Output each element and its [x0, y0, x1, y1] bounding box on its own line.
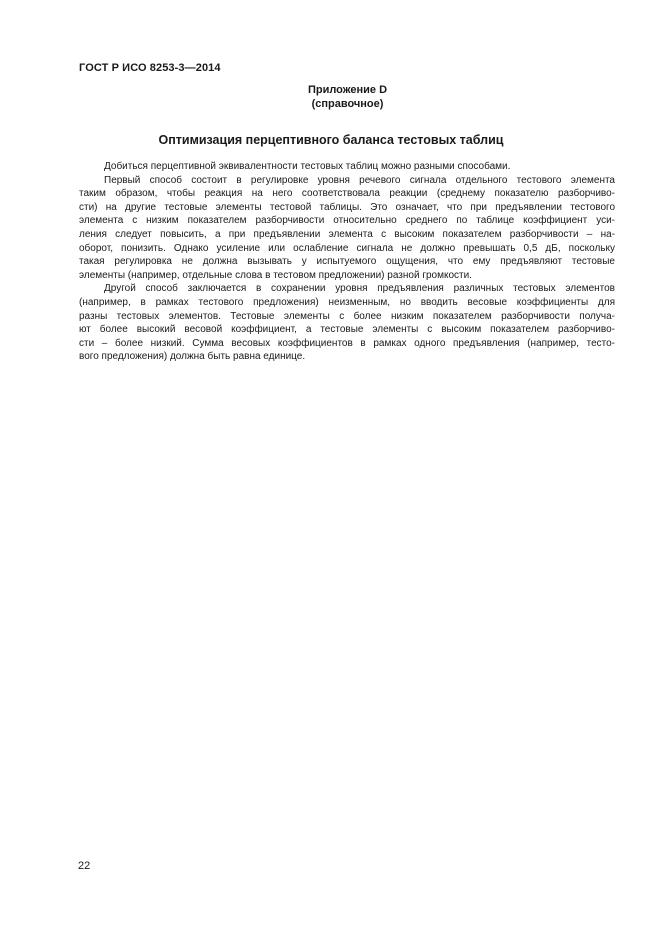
text-line: ют более высокий весовой коэффициент, а тестовые элементы с высоким показателем разборчиво- [79, 324, 615, 336]
text-line: Другой способ заключается в сохранении уровня предъявления различных тестовых элементов [104, 283, 615, 295]
text-line: разны тестовых элементов. Тестовые элементы с более низким показателем разборчивости получа- [79, 310, 615, 322]
text-line: Первый способ состоит в регулировке уровня речевого сигнала отдельного тестового элемента [104, 174, 615, 186]
text-line: элементы (например, отдельные слова в тестовом предложении) разной громкости. [79, 269, 472, 281]
text-line: элемента с низким показателем разборчивости относительно среднего по таблице коэффициент уси- [79, 215, 615, 227]
text-line: (например, в рамках тестового предложения) неизменным, но вводить весовые коэффициенты для [79, 296, 615, 308]
paragraph-1 [79, 160, 615, 174]
paragraph-3 [79, 282, 615, 364]
text-line: ления следует повысить, а при предъявлении элемента с высоким показателем разборчивости – на- [79, 228, 615, 240]
text-line: Добиться перцептивной эквивалентности тестовых таблиц можно разными способами. [104, 161, 511, 172]
text-line: сти – более низкий. Сумма весовых коэффициентов в рамках одного предъявления (например, тесто- [79, 337, 615, 349]
text-line: такая регулировка не должна вызывать у испытуемого ощущения, что ему предъявляют тестовые [79, 256, 615, 268]
text-line: сти) на другие тестовые элементы тестовой таблицы. Это означает, что при предъявлении тестового [79, 201, 615, 213]
annex-heading [300, 83, 395, 111]
text-line: вого предложения) должна быть равна единице. [79, 351, 306, 363]
text-line: таким образом, чтобы реакция на него соответствовала реакции (среднему показателю разборчиво- [79, 188, 615, 200]
text-line: оборот, понизить. Однако усиление или ослабление сигнала не должно превышать 0,5 дБ, поскольку [79, 242, 615, 254]
standard-code: ГОСТ Р ИСО 8253-3—2014 [79, 62, 221, 74]
page-title: Оптимизация перцептивного баланса тестовых таблиц [158, 133, 504, 147]
annex-type: (справочное) [311, 98, 384, 110]
body-text [79, 160, 615, 364]
annex-label: Приложение D [307, 84, 388, 96]
paragraph-2 [79, 174, 615, 283]
page-number: 22 [78, 860, 91, 872]
